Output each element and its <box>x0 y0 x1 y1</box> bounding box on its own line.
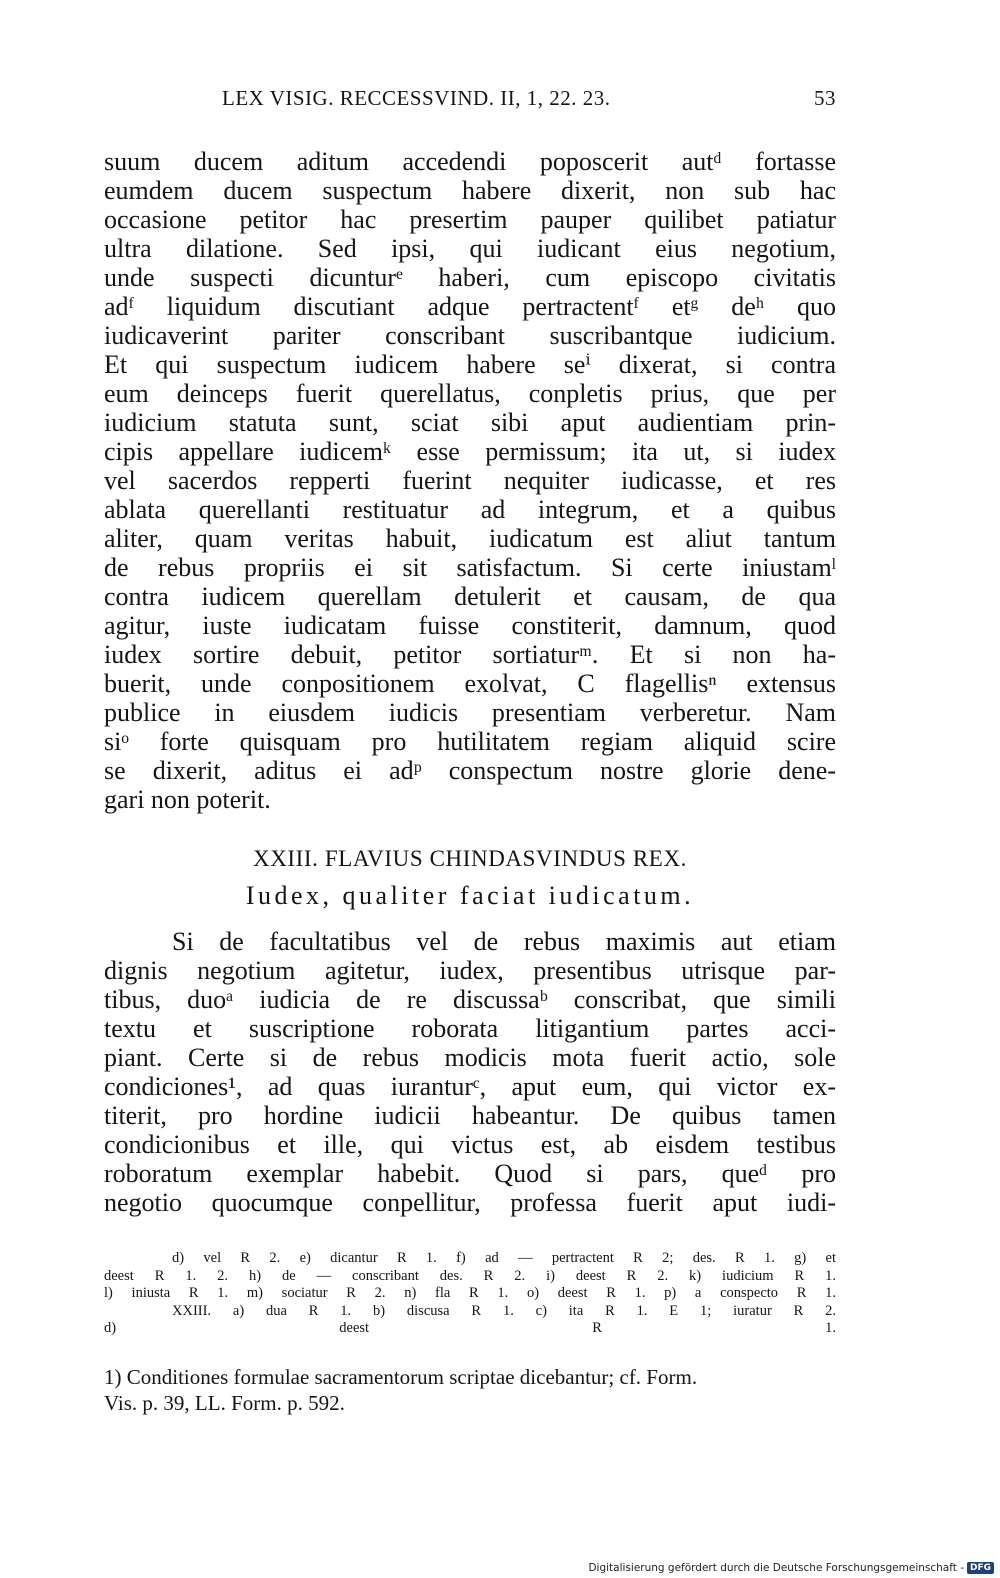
text-line: iudex sortire debuit, petitor sortiaturᵐ. Et si non ha- <box>104 640 836 669</box>
footnote-line: 1) Conditiones formulae sacramentorum scriptae dicebantur; cf. Form. <box>104 1365 698 1389</box>
running-title: LEX VISIG. RECCESSVIND. II, 1, 22. 23. <box>222 86 611 110</box>
text-line: piant. Certe si de rebus modicis mota fuerit actio, sole <box>104 1043 836 1072</box>
text-line: unde suspecti dicunturᵉ haberi, cum episcopo civitatis <box>104 263 836 292</box>
text-line: aliter, quam veritas habuit, iudicatum est aliut tantum <box>104 524 836 553</box>
apparatus-line: d) deest R 1. <box>104 1320 836 1336</box>
text-line: ablata querellanti restituatur ad integrum, et a quibus <box>104 495 836 524</box>
text-line: condiciones¹, ad quas iuranturᶜ, aput eum, qui victor ex- <box>104 1072 836 1101</box>
footnote-line: Vis. p. 39, LL. Form. p. 592. <box>104 1391 345 1415</box>
text-line: eumdem ducem suspectum habere dixerit, non sub hac <box>104 176 836 205</box>
text-line: occasione petitor hac presertim pauper quilibet patiatur <box>104 205 836 234</box>
text-line: negotio quocumque conpellitur, professa fuerit aput iudi- <box>104 1188 836 1217</box>
text-line: buerit, unde conpositionem exolvat, C flagellisⁿ extensus <box>104 669 836 698</box>
text-line: suum ducem aditum accedendi poposcerit autᵈ fortasse <box>104 147 836 176</box>
text-line: tibus, duoᵃ iudicia de re discussaᵇ conscribat, que simili <box>104 985 836 1014</box>
section-title: XXIII. FLAVIUS CHINDASVINDUS REX. <box>252 846 688 871</box>
text-line: cipis appellare iudicemᵏ esse permissum; ita ut, si iudex <box>104 437 836 466</box>
critical-apparatus <box>104 1250 836 1338</box>
paragraph-law-xxiii <box>104 927 836 1217</box>
text-line: Si de facultatibus vel de rebus maximis aut etiam <box>172 927 836 956</box>
text-line: titerit, pro hordine iudicii habeantur. De quibus tamen <box>104 1101 836 1130</box>
text-line: agitur, iuste iudicatam fuisse constiterit, damnum, quod <box>104 611 836 640</box>
text-line: roboratum exemplar habebit. Quod si pars, queᵈ pro <box>104 1159 836 1188</box>
credit-text: Digitalisierung gefördert durch die Deutsche Forschungsgemeinschaft - <box>588 1562 964 1574</box>
text-line: de rebus propriis ei sit satisfactum. Si certe iniustamˡ <box>104 553 836 582</box>
section-subtitle: Iudex, qualiter faciat iudicatum. <box>245 881 695 910</box>
text-line: adᶠ liquidum discutiant adque pertractentᶠ etᵍ deʰ quo <box>104 292 836 321</box>
text-line: Et qui suspectum iudicem habere seⁱ dixerat, si contra <box>104 350 836 379</box>
apparatus-line: l) iniusta R 1. m) sociatur R 2. n) fla R 1. o) deest R 1. p) a conspecto R 1. <box>104 1285 836 1301</box>
text-line: textu et suscriptione roborata litigantium partes acci- <box>104 1014 836 1043</box>
page-header <box>104 86 836 120</box>
text-line: vel sacerdos repperti fuerint nequiter iudicasse, et res <box>104 466 836 495</box>
text-line: condicionibus et ille, qui victus est, ab eisdem testibus <box>104 1130 836 1159</box>
paragraph-law-xxii-continued <box>104 147 836 814</box>
text-line: publice in eiusdem iudicis presentiam verberetur. Nam <box>104 698 836 727</box>
dfg-logo: DFG <box>967 1562 994 1574</box>
text-line: se dixerit, aditus ei adᵖ conspectum nostre glorie dene- <box>104 756 836 785</box>
apparatus-line: XXIII. a) dua R 1. b) discusa R 1. c) ita R 1. E 1; iuratur R 2. <box>172 1302 836 1319</box>
footnote <box>104 1364 836 1416</box>
text-line: contra iudicem querellam detulerit et causam, de qua <box>104 582 836 611</box>
text-line: iudicaverint pariter conscribant suscribantque iudicium. <box>104 321 836 350</box>
text-line: gari non poterit. <box>104 785 271 814</box>
page-number: 53 <box>814 86 836 110</box>
apparatus-line: deest R 1. 2. h) de — conscribant des. R 2. i) deest R 2. k) iudicium R 1. <box>104 1267 836 1284</box>
text-line: ultra dilatione. Sed ipsi, qui iudicant eius negotium, <box>104 234 836 263</box>
text-line: eum deinceps fuerit querellatus, conpletis prius, que per <box>104 379 836 408</box>
text-line: dignis negotium agitetur, iudex, presentibus utrisque par- <box>104 956 836 985</box>
text-line: siᵒ forte quisquam pro hutilitatem regiam aliquid scire <box>104 727 836 756</box>
apparatus-line: d) vel R 2. e) dicantur R 1. f) ad — pertractent R 2; des. R 1. g) et <box>172 1250 836 1266</box>
text-line: iudicium statuta sunt, sciat sibi aput audientiam prin- <box>104 408 836 437</box>
digitization-credit <box>588 1562 994 1574</box>
